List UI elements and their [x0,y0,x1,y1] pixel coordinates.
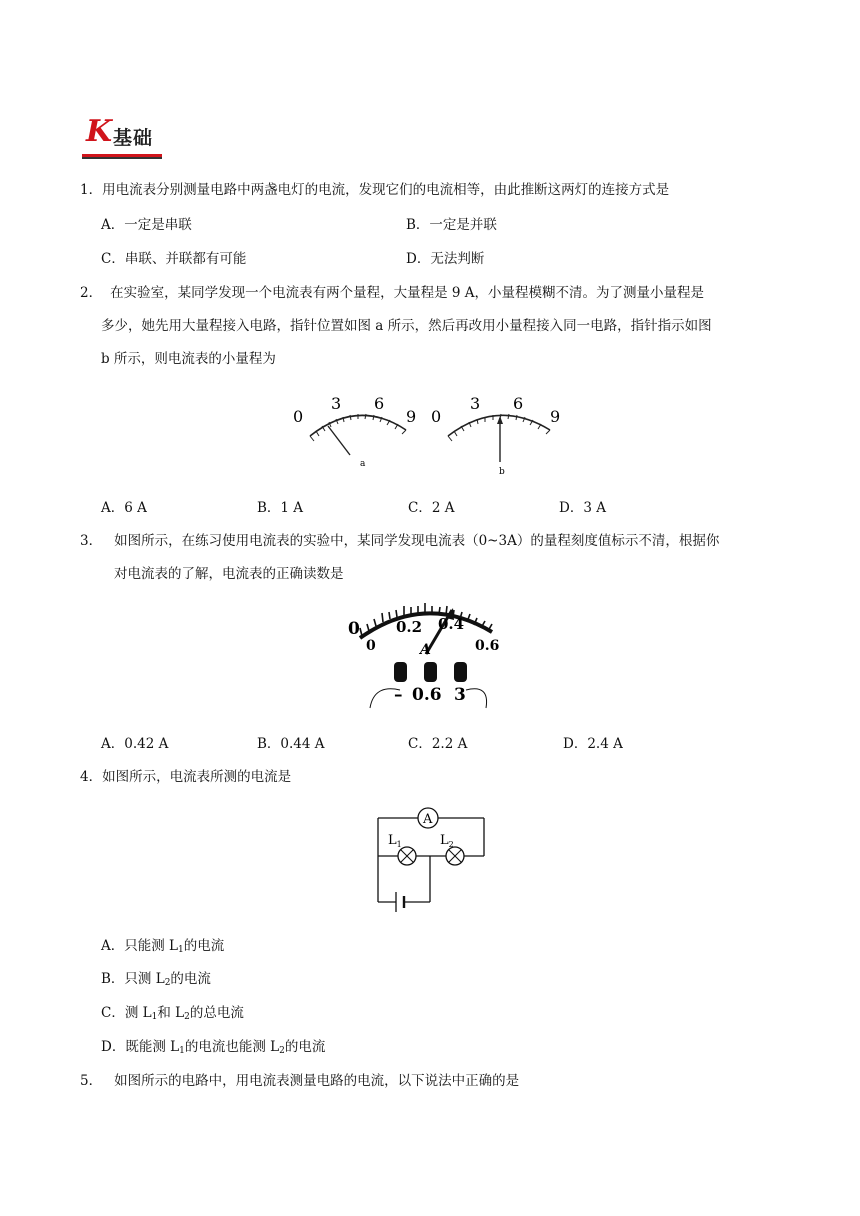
q1-option-c[interactable]: C．串联、并联都有可能 [101,251,247,267]
svg-text:L1: $L_1$ [388,833,402,849]
ammeter [418,808,438,828]
question-number: 1． [80,182,103,198]
q1-option-b[interactable]: B．一定是并联 [406,217,497,233]
question-number: 5． [80,1073,103,1089]
question-text: 如图所示的电路中，用电流表测量电路的电流，以下说法中正确的是 [114,1073,520,1089]
question-2-line-1: 2． 在实验室，某同学发现一个电流表有两个量程，大量程是 9 A，小量程模糊不清。为了测量小量程是 [80,285,705,301]
q2-dials-figure [288,388,578,484]
q1-option-d[interactable]: D．无法判断 [406,251,485,267]
lamp-l2-label: L [440,833,449,848]
badge-underline-dark [82,157,162,159]
section-badge [82,114,162,156]
question-number: 3． [80,533,103,549]
q4-option-c[interactable]: C．测 $L_1$和 $L_2$的总电流 [101,1005,244,1022]
dial-b-caption: b [499,467,505,477]
q3-outer-label-0: 0 [348,619,360,639]
question-1 [80,178,669,198]
q3-terminal-3: 3 [454,685,466,705]
lamp-l2 [440,833,464,865]
dial-a-label-3: 3 [331,394,342,413]
dial-a-label-9: 9 [406,407,417,426]
q4-option-d[interactable]: D．既能测 $L_1$的电流也能测 $L_2$的电流 [101,1039,326,1056]
dial-a-caption: a [360,459,366,469]
dial-b-label-0: 0 [431,407,442,426]
q3-terminal-minus: – [394,685,403,705]
question-number: 4． [80,769,103,785]
dial-a-label-0: 0 [293,407,304,426]
q3-option-d[interactable]: D．2.4 A [563,736,623,752]
q2-option-c[interactable]: C．2 A [408,500,455,516]
q3-option-a[interactable]: A．0.42 A [101,736,169,752]
dial-b-label-6: 6 [513,394,524,413]
question-2-line-3: b 所示，则电流表的小量程为 [101,351,276,367]
dial-b-label-3: 3 [470,394,481,413]
q2-option-b[interactable]: B．1 A [257,500,304,516]
lamp-l1-label: L [388,833,397,848]
lamp-l1 [388,833,416,865]
q3-terminal-0.6: 0.6 [412,685,442,705]
q2-option-d[interactable]: D．3 A [559,500,606,516]
q4-option-a[interactable]: A．只能测 $L_1$的电流 [101,938,225,955]
q3-unit-label: A [420,642,431,658]
q2-option-a[interactable]: A．6 A [101,500,147,516]
q3-outer-label-0.4: 0.4 [438,615,465,633]
dial-b-label-9: 9 [550,407,561,426]
dial-a [293,394,416,469]
svg-text:L2: $L_2$ [440,833,454,849]
q4-option-b[interactable]: B．只测 $L_2$的电流 [101,971,211,988]
battery [396,892,404,912]
q3-inner-label-0: 0 [366,638,376,654]
q3-option-c[interactable]: C．2.2 A [408,736,468,752]
q3-inner-label-0.6: 0.6 [475,638,500,654]
badge-k-letter: K [86,114,113,149]
question-number: 2． [80,285,103,301]
question-4 [80,765,291,785]
badge-title: 基础 [113,127,154,149]
question-3-line-2: 对电流表的了解，电流表的正确读数是 [114,566,344,582]
question-text: 如图所示，电流表所测的电流是 [102,769,292,785]
q3-ammeter-figure [340,596,510,716]
q1-option-a[interactable]: A．一定是串联 [101,217,192,233]
question-text: 用电流表分别测量电路中两盏电灯的电流，发现它们的电流相等，由此推断这两灯的连接方式是 [102,182,670,198]
q3-outer-label-0.2: 0.2 [396,618,423,636]
question-5 [80,1069,519,1089]
dial-b [431,394,560,477]
ammeter-label: A [423,812,433,827]
q4-circuit-figure [370,798,490,916]
question-2-line-2: 多少，她先用大量程接入电路，指针位置如图 a 所示，然后再改用小量程接入同一电路，指针指示如图 [101,318,712,334]
dial-a-label-6: 6 [374,394,385,413]
q3-option-b[interactable]: B．0.44 A [257,736,325,752]
question-3-line-1: 3． 如图所示，在练习使用电流表的实验中，某同学发现电流表（0~3A）的量程刻度值标示不清，根据你 [80,533,720,549]
